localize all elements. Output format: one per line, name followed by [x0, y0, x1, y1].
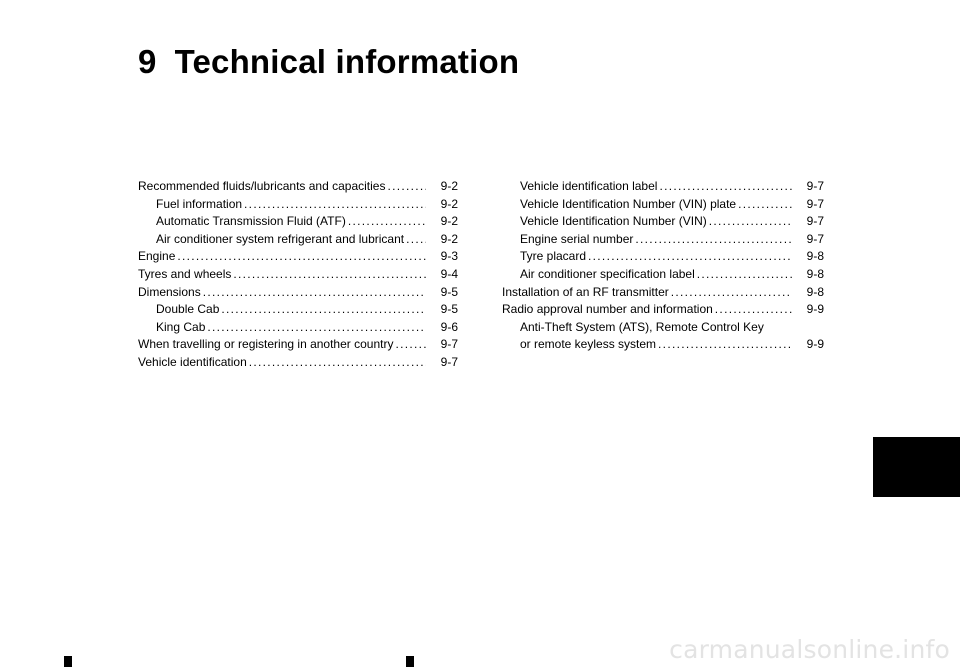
toc-entry-page: 9-2	[440, 196, 458, 211]
chapter-title	[138, 40, 519, 84]
toc-entry-page: 9-7	[440, 337, 458, 352]
toc-entry-label: Vehicle Identification Number (VIN) plate	[520, 196, 737, 211]
toc-leader-dots	[709, 213, 792, 231]
toc-leader-dots	[203, 284, 426, 302]
toc-entry[interactable]	[138, 284, 458, 302]
toc-entry-page: 9-2	[440, 179, 458, 193]
crop-mark-right	[406, 656, 414, 667]
toc-entry-first-line[interactable]	[502, 319, 824, 337]
crop-mark-left	[64, 656, 72, 667]
chapter-number: 9	[138, 43, 157, 80]
toc-entry-page: 9-5	[440, 302, 458, 317]
toc-entry[interactable]	[138, 248, 458, 266]
toc-entry-page: 9-8	[806, 266, 824, 281]
toc-entry-page: 9-8	[806, 249, 824, 264]
toc-entry-label: Dimensions	[138, 284, 201, 299]
watermark: carmanualsonline.info	[669, 635, 950, 664]
toc-entry-page: 9-8	[806, 284, 824, 299]
toc-leader-dots	[395, 336, 426, 354]
toc-leader-dots	[658, 336, 792, 354]
toc-entry[interactable]	[502, 178, 824, 196]
toc-leader-dots	[207, 319, 426, 337]
toc-entry[interactable]	[138, 301, 458, 319]
toc-entry[interactable]	[138, 231, 458, 249]
toc-leader-dots	[697, 266, 792, 284]
toc-entry[interactable]	[502, 248, 824, 266]
toc-entry-label: Engine	[138, 249, 176, 264]
toc-entry[interactable]	[502, 213, 824, 231]
toc-entry[interactable]	[138, 319, 458, 337]
toc-leader-dots	[348, 213, 426, 231]
toc-entry-label: King Cab	[156, 319, 206, 334]
toc-entry-page: 9-6	[440, 319, 458, 334]
toc-leader-dots	[177, 248, 426, 266]
toc-entry-page: 9-5	[440, 284, 458, 299]
toc-entry-page: 9-4	[440, 266, 458, 281]
toc-entry-label: Engine serial number	[520, 231, 634, 246]
toc-leader-dots	[738, 196, 792, 214]
toc-entry[interactable]	[502, 284, 824, 302]
toc-entry-label: Air conditioner system refrigerant and lubricant	[156, 231, 405, 246]
toc-entry-label: Radio approval number and information	[502, 302, 713, 317]
toc-leader-dots	[588, 248, 792, 266]
toc-leader-dots	[671, 284, 792, 302]
toc-entry[interactable]	[138, 213, 458, 231]
toc-entry-page: 9-7	[806, 231, 824, 246]
toc-leader-dots	[406, 231, 426, 249]
toc-entry[interactable]	[138, 266, 458, 284]
toc-entry-page: 9-2	[440, 231, 458, 246]
toc-entry-page: 9-7	[806, 196, 824, 211]
toc-leader-dots	[387, 178, 426, 196]
toc-column-left	[138, 178, 458, 372]
toc-entry[interactable]	[502, 301, 824, 319]
toc-entry-page: 9-7	[806, 179, 824, 193]
toc-leader-dots	[233, 266, 426, 284]
toc-entry-label: Tyre placard	[520, 249, 587, 264]
toc-entry-page: 9-7	[440, 354, 458, 369]
toc-entry[interactable]	[138, 178, 458, 196]
toc-entry[interactable]	[502, 196, 824, 214]
toc-leader-dots	[635, 231, 792, 249]
toc-entry-label: Recommended fluids/lubricants and capacities	[138, 179, 386, 193]
toc-leader-dots	[715, 301, 792, 319]
toc-entry-label: Installation of an RF transmitter	[502, 284, 669, 299]
toc-entry-page: 9-3	[440, 249, 458, 264]
toc-column-right	[502, 178, 824, 354]
toc-entry-label: Air conditioner specification label	[520, 266, 695, 281]
toc-entry-label: Tyres and wheels	[138, 266, 232, 281]
toc-entry-label: Vehicle identification	[138, 354, 247, 369]
toc-entry-continuation[interactable]	[502, 336, 824, 354]
toc-entry-label: Fuel information	[156, 196, 243, 211]
toc-leader-dots	[244, 196, 426, 214]
toc-entry[interactable]	[502, 266, 824, 284]
toc-entry-label: Double Cab	[156, 302, 220, 317]
toc-leader-dots	[221, 301, 426, 319]
toc-leader-dots	[249, 354, 426, 372]
toc-entry[interactable]	[502, 231, 824, 249]
toc-entry-page: 9-9	[806, 337, 824, 352]
toc-entry-page: 9-9	[806, 302, 824, 317]
toc-entry-label: Vehicle Identification Number (VIN)	[520, 214, 707, 229]
toc-entry[interactable]	[138, 196, 458, 214]
toc-entry-label: Anti-Theft System (ATS), Remote Control Key	[520, 319, 764, 334]
toc-entry[interactable]	[138, 354, 458, 372]
toc-entry[interactable]	[138, 336, 458, 354]
chapter-title-text: Technical information	[174, 43, 520, 80]
toc-entry-label: Automatic Transmission Fluid (ATF)	[156, 214, 346, 229]
toc-entry-page: 9-2	[440, 214, 458, 229]
toc-entry-page: 9-7	[806, 214, 824, 229]
toc-entry-label: Vehicle identification label	[520, 179, 658, 193]
toc-entry-label: When travelling or registering in another country	[138, 337, 394, 352]
section-thumb-tab	[873, 437, 960, 497]
toc-leader-dots	[659, 178, 792, 196]
toc-entry-label-continued: or remote keyless system	[520, 337, 657, 352]
